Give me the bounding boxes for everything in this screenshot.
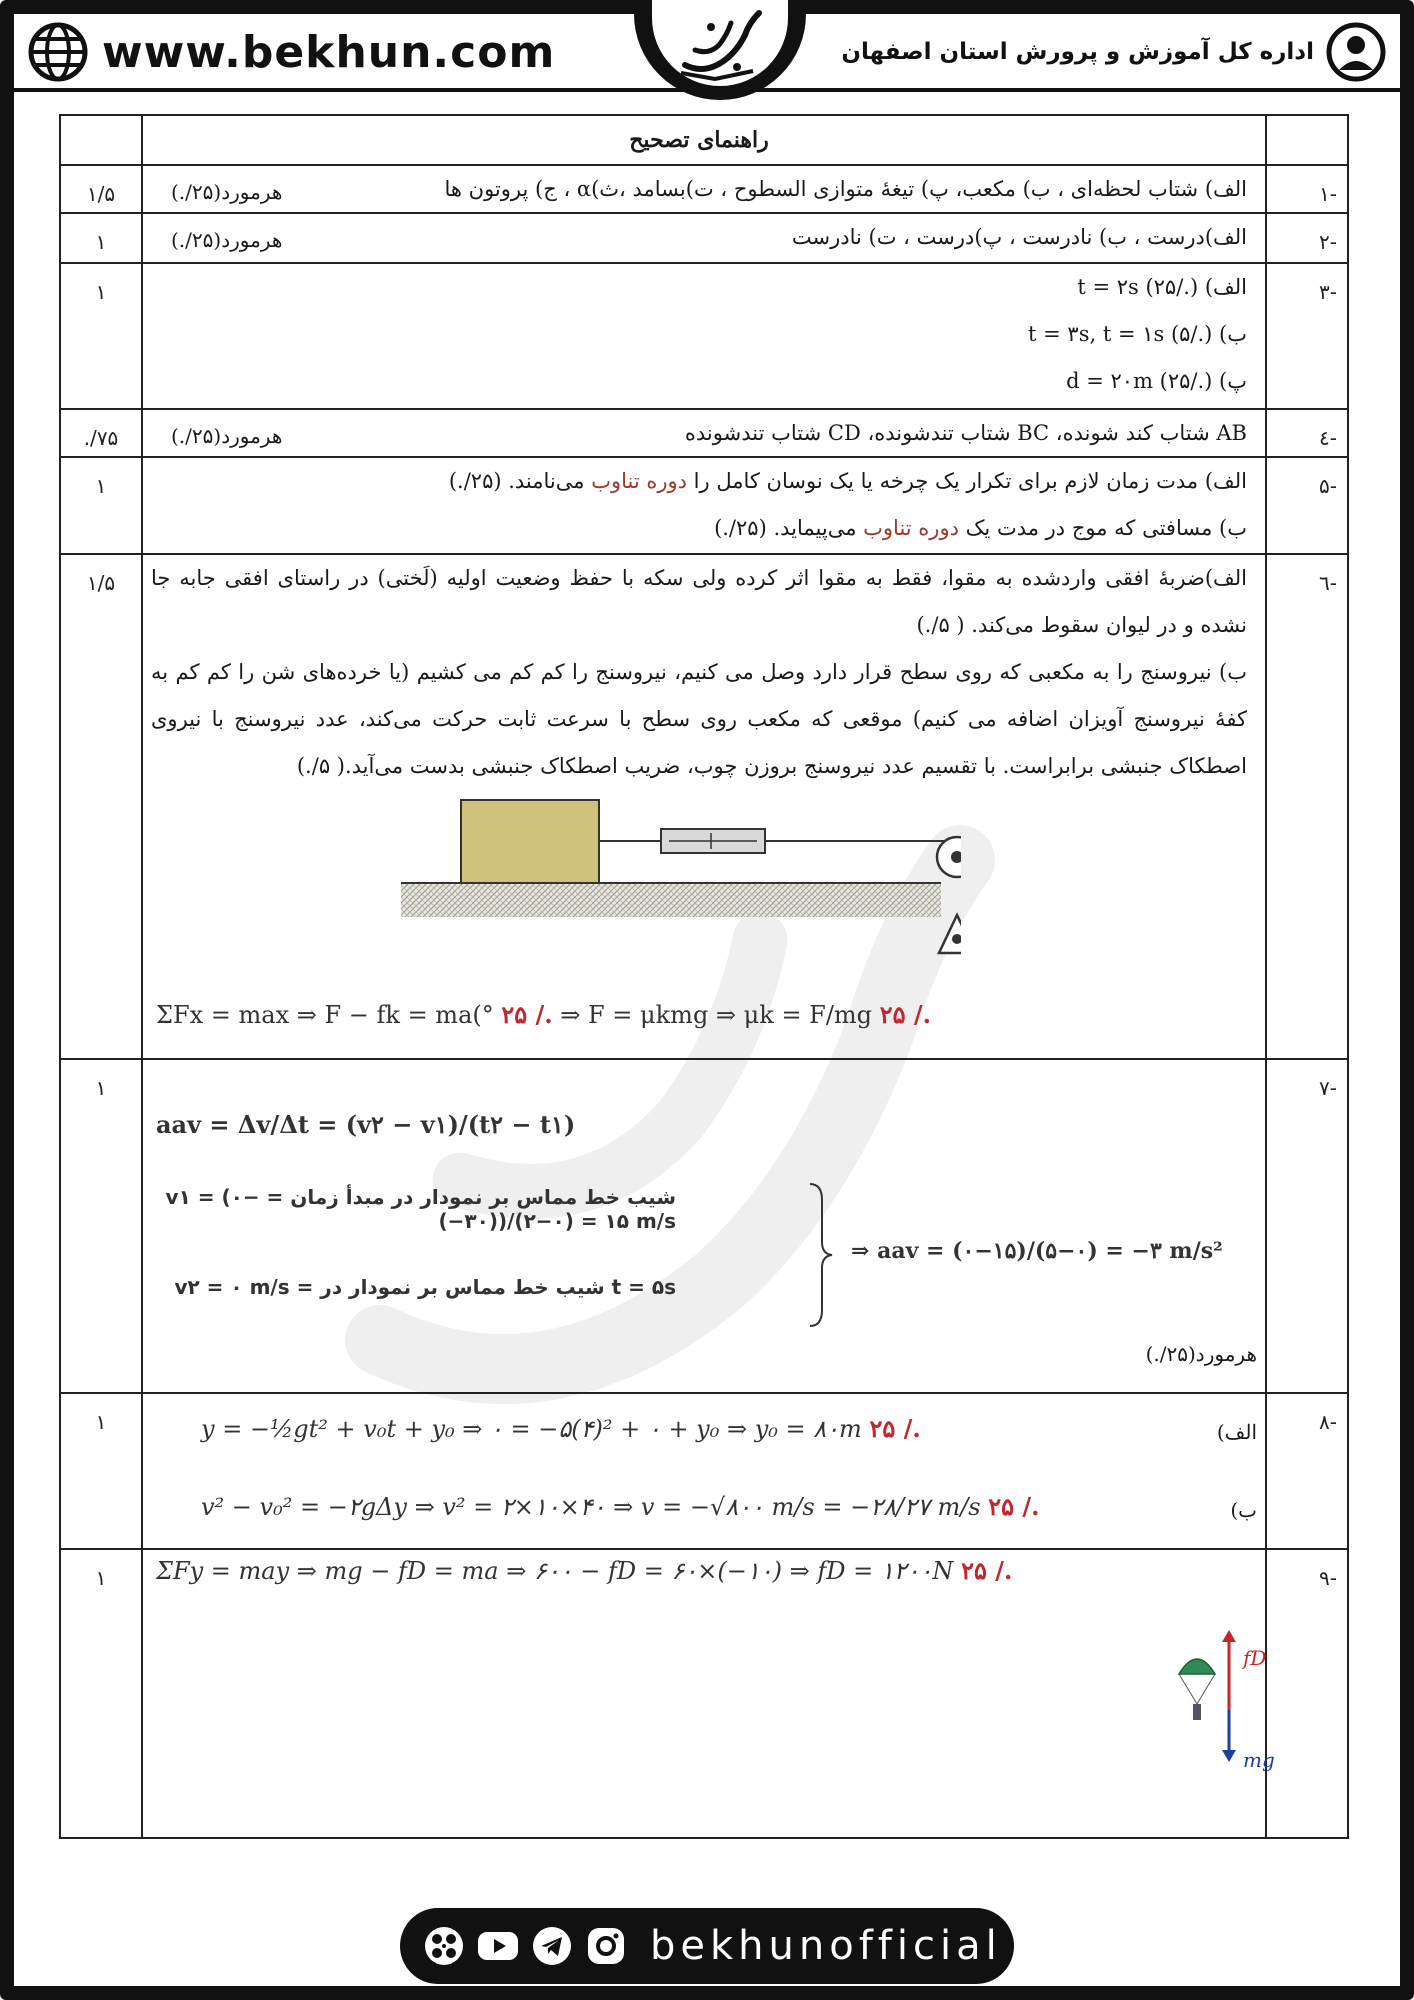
question-number: -۷	[1319, 1076, 1337, 1100]
social-handle[interactable]: bekhunofficial	[650, 1923, 1002, 1969]
per-item-note: هرمورد(۲۵/.)	[171, 424, 283, 448]
question-number: -۵	[1319, 474, 1337, 498]
telegram-icon[interactable]	[530, 1924, 574, 1968]
per-item-note: هرمورد(۲۵/.)	[171, 180, 283, 204]
answer-paragraph: الف)ضربهٔ افقی واردشده به مقوا، فقط به مقوا اثر کرده ولی سکه با حفظ وضعیت اولیه (لَختی) در راستای افقی جابه جا نشده و در لیوان سقوط می‌کند. ( ۵/.)	[151, 566, 1247, 637]
weight-force-label: mg	[1243, 1748, 1275, 1772]
question-number: -۹	[1319, 1566, 1337, 1590]
wooden-block	[461, 800, 599, 883]
question-number: -۸	[1319, 1410, 1337, 1434]
answer-line: الف)درست ، ب) نادرست ، پ)درست ، ت) نادرست	[791, 225, 1247, 249]
rough-surface	[401, 883, 941, 917]
average-acceleration-formula: aav = Δv/Δt = (v۲ − v۱)/(t۲ − t۱)	[156, 1110, 576, 1139]
question-number: -۱	[1319, 182, 1337, 206]
answer-paragraph: ب) نیروسنج را به مکعبی که روی سطح قرار دارد وصل می کنیم، نیروسنج را کم کم می کشیم (یا خرده‌های شن را کم کم به کفهٔ نیروسنج آویزان اضافه می کنیم) موقعی که مکعب روی سطح با سرعت ثابت حرکت می‌کند، عدد نیروسنج با نیروی اصطکاک جنبشی برابراست. با تقسیم عدد نیروسنج بروزن چوب، ضریب اصطکاک جنبشی بدست می‌آید.( ۵/.)	[151, 660, 1247, 778]
answer-line: ب) مسافتی که موج در مدت یک دوره تناوب می‌پیماید. (۲۵/.)	[714, 516, 1247, 540]
site-link[interactable]	[28, 22, 555, 82]
question-score: ۱	[95, 1076, 107, 1100]
question-score: ۱	[95, 230, 107, 254]
logo-tab	[634, 0, 806, 100]
question-number: -۳	[1319, 280, 1337, 304]
question-row-7	[61, 1060, 1347, 1394]
question-score: ۱	[95, 1566, 107, 1590]
question-row-2	[61, 214, 1347, 264]
friction-experiment-diagram	[401, 795, 961, 975]
question-row-9	[61, 1550, 1347, 1837]
score-mark: ۲۵ /.	[879, 1000, 931, 1029]
question-score: ۷۵/.	[83, 426, 119, 450]
sheet-title: راهنمای تصحیح	[629, 127, 769, 153]
question-score: ۱/۵	[86, 571, 116, 595]
question-score: ۱/۵	[86, 182, 116, 206]
answer-line: AB شتاب کند شونده، BC شتاب تندشونده، CD شتاب تندشونده	[684, 421, 1247, 445]
question-row-4	[61, 410, 1347, 458]
answer-sheet	[59, 114, 1349, 1839]
velocity-line-1: شیب خط مماس بر نمودار در مبدأ زمان = v۱ = (۰−(−۳۰))/(۲−۰) = ۱۵ m/s	[165, 1185, 676, 1233]
equation-part: ΣFx = max ⇒ F − fk = ma(°	[156, 1001, 494, 1029]
organization	[841, 22, 1386, 82]
globe-icon	[28, 22, 88, 82]
answer-line: الف) مدت زمان لازم برای تکرار یک چرخه یا یک نوسان کامل را دوره تناوب می‌نامند. (۲۵/.)	[448, 469, 1247, 493]
part-label: الف)	[1216, 1420, 1257, 1444]
velocity-line-2: t = ۵s شیب خط مماس بر نمودار در = v۲ = ۰ m/s	[174, 1275, 676, 1299]
youtube-icon[interactable]	[476, 1924, 520, 1968]
answer-line: ب) t = ۳s, t = ۱s (۵/.)	[1028, 322, 1247, 346]
per-item-note: هرمورد(۲۵/.)	[1145, 1342, 1257, 1366]
equation-line: v² − v₀² = −۲gΔy ⇒ v² = ۲×۱۰×۴۰ ⇒ v = −√۸۰۰ m/s = −۲۸/۲۷ m/s	[201, 1493, 981, 1521]
highlighted-term: دوره تناوب	[863, 516, 959, 540]
instagram-icon[interactable]	[584, 1924, 628, 1968]
question-score: ۱	[95, 1410, 107, 1434]
score-mark: ۲۵ /.	[988, 1492, 1040, 1521]
equation-line: ΣFy = may ⇒ mg − fD = ma ⇒ ۶۰۰ − fD = ۶۰×(−۱۰) ⇒ fD = ۱۲۰۰N	[156, 1557, 954, 1585]
highlighted-term: دوره تناوب	[591, 469, 687, 493]
answer-line: الف) t = ۲s (۲۵/.)	[1077, 275, 1247, 299]
social-footer	[400, 1908, 1014, 1984]
brace-icon	[806, 1180, 836, 1330]
question-row-6	[61, 555, 1347, 1060]
user-icon	[1326, 22, 1386, 82]
site-url: www.bekhun.com	[102, 26, 556, 78]
equation-part: ⇒ F = μkmg ⇒ μk = F/mg	[560, 1001, 873, 1029]
score-mark: ۲۵ /.	[961, 1556, 1013, 1585]
drag-force-label: fD	[1243, 1646, 1267, 1670]
question-number: -٦	[1319, 571, 1337, 595]
equation-line: y = −½gt² + v₀t + y₀ ⇒ ۰ = −۵(۴)² + ۰ + y₀ ⇒ y₀ = ۸۰m	[201, 1415, 862, 1443]
question-score: ۱	[95, 474, 107, 498]
title-row	[61, 116, 1347, 166]
score-mark: ۲۵ /.	[869, 1414, 921, 1443]
part-label: ب)	[1230, 1498, 1257, 1522]
answer-line: الف) شتاب لحظه‌ای ، ب) مکعب، پ) تیغهٔ متوازی السطوح ، ت)بسامد ،ث)α ، ج) پروتون ها	[444, 177, 1247, 201]
question-row-1	[61, 166, 1347, 214]
organization-name: اداره کل آموزش و پرورش استان اصفهان	[841, 39, 1314, 65]
bekhun-logo-icon	[675, 5, 765, 81]
header	[14, 14, 1400, 92]
score-mark: ۲۵ /.	[501, 1000, 553, 1029]
per-item-note: هرمورد(۲۵/.)	[171, 228, 283, 252]
question-number: -٤	[1319, 426, 1337, 450]
question-row-5	[61, 458, 1347, 555]
question-number: -۲	[1319, 230, 1337, 254]
aparat-icon[interactable]	[422, 1924, 466, 1968]
question-row-8	[61, 1394, 1347, 1550]
answer-line: پ) d = ۲۰m (۲۵/.)	[1066, 369, 1247, 393]
average-acceleration-result: ⇒ aav = (۰−۱۵)/(۵−۰) = −۳ m/s²	[851, 1238, 1223, 1264]
question-row-3	[61, 264, 1347, 410]
question-score: ۱	[95, 280, 107, 304]
